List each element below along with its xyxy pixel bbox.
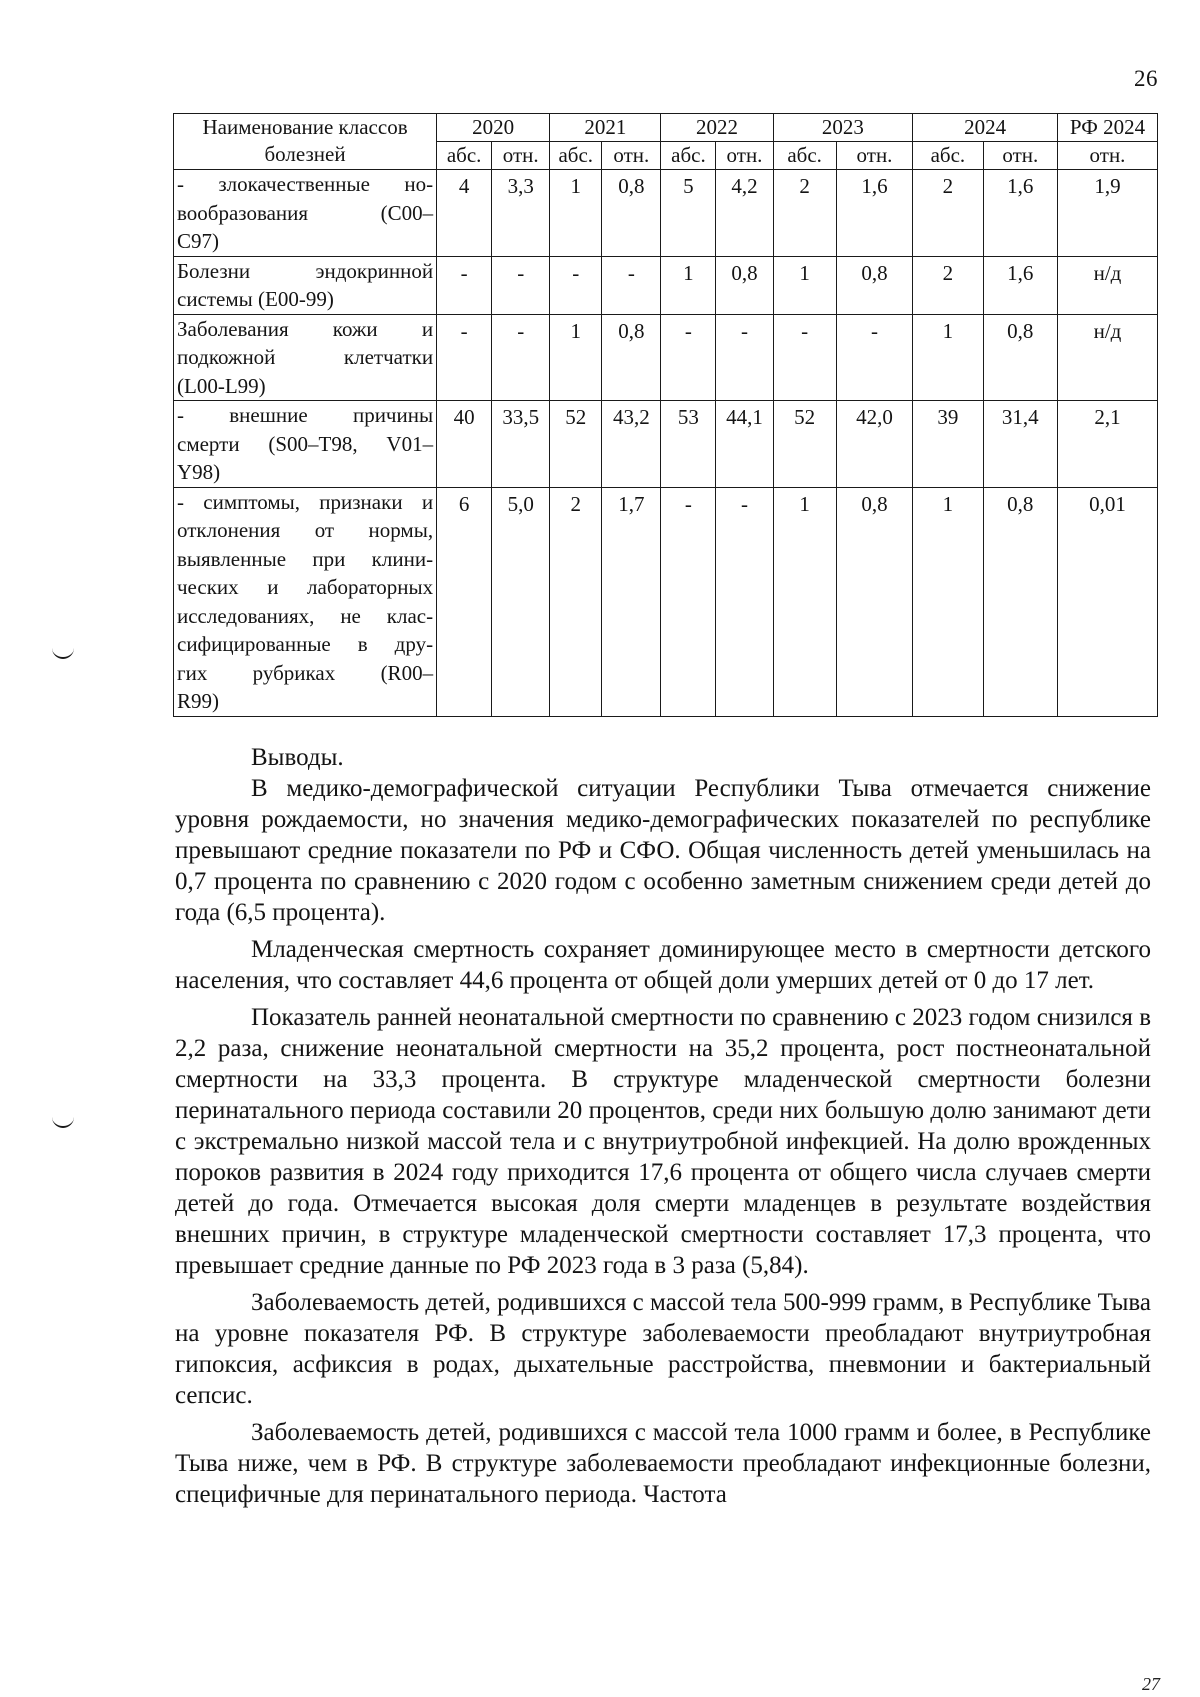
abs-value-cell: 2 [773,170,836,257]
rel-value-cell: 1,7 [602,487,661,716]
rel-value-cell: - [716,314,773,401]
disease-class-line: вообразования (С00– [177,200,434,225]
disease-class-line: ческих и лабораторных [177,575,434,599]
header-abs: абс. [773,142,836,170]
abs-value-cell: - [437,256,492,314]
rel-value-cell: 0,8 [983,314,1057,401]
abs-value-cell: 5 [661,170,716,257]
rel-value-cell: н/д [1058,256,1158,314]
rel-value-cell: 1,9 [1058,170,1158,257]
rel-value-cell: 1,6 [983,256,1057,314]
abs-value-cell: 39 [913,401,983,488]
header-name-line: болезней [264,142,346,166]
abs-value-cell: 1 [550,314,602,401]
paragraph: Заболеваемость детей, родившихся с массой тела 1000 грамм и более, в Республике Тыва ниже, чем в РФ. В структуре заболеваемости преобладают инфекционные болезни, специфичные для перинатального периода. Частота [175,1419,1151,1508]
table-header [174,114,1158,170]
disease-class-line: Заболевания кожи и [177,316,434,341]
abs-value-cell: - [437,314,492,401]
paragraph: Показатель ранней неонатальной смертности по сравнению с 2023 годом снизился в 2,2 раза, снижение неонатальной смертности на 35,2 процента, рост постнеонатальной смертности на 33,3 процента. В структуре младенческой смертности болезни перинатального периода составили 20 процентов, среди них большую долю занимают дети с экстремально низкой массой тела и с внутриутробной инфекцией. На долю врожденных пороков развития в 2024 году приходится 17,6 процента от общего числа случаев смерти детей до года. Отмечается высокая доля смерти младенцев в результате воздействия внешних причин, в структуре младенческой смертности составляет 17,3 процента, что превышает средние данные по РФ 2023 года в 3 раза (5,84). [175,1004,1151,1279]
header-rel: отн. [1058,142,1158,170]
disease-class-line: отклонения от нормы, [177,518,434,542]
rel-value-cell: 43,2 [602,401,661,488]
header-rel: отн. [492,142,550,170]
abs-value-cell: 1 [773,487,836,716]
abs-value-cell: 1 [913,487,983,716]
abs-value-cell: 53 [661,401,716,488]
disease-class-line: смерти (S00–Т98, V01– [177,431,434,456]
rel-value-cell: 1,6 [983,170,1057,257]
corner-handwritten-number: 27 [1142,1674,1160,1694]
header-abs: абс. [913,142,983,170]
abs-value-cell: 1 [913,314,983,401]
disease-class-line: системы (Е00-99) [177,287,334,311]
rel-value-cell: - [602,256,661,314]
header-year: 2021 [550,114,661,142]
header-rel: отн. [983,142,1057,170]
header-abs: абс. [550,142,602,170]
rel-value-cell: 2,1 [1058,401,1158,488]
rel-value-cell: 5,0 [492,487,550,716]
header-rel: отн. [836,142,912,170]
table-row [174,487,1158,716]
disease-class-name [174,487,437,716]
margin-scribble [52,1116,74,1128]
paragraph: В медико-демографической ситуации Республики Тыва отмечается снижение уровня рождаемости, но значения медико-демографических показателей по республике превышают средние показатели по РФ и СФО. Общая численность детей уменьшилась на 0,7 процента по сравнению с 2020 годом с особенно заметным снижением среди детей до года (6,5 процента). [175,775,1151,926]
disease-class-line: R99) [177,689,219,713]
abs-value-cell: 2 [550,487,602,716]
rel-value-cell: 42,0 [836,401,912,488]
margin-scribble [52,647,74,659]
abs-value-cell: 52 [550,401,602,488]
header-rel: отн. [716,142,773,170]
rel-value-cell: 1,6 [836,170,912,257]
abs-value-cell: 1 [550,170,602,257]
abs-value-cell: - [773,314,836,401]
rel-value-cell: н/д [1058,314,1158,401]
disease-class-name [174,314,437,401]
rel-value-cell: 33,5 [492,401,550,488]
header-year: 2023 [773,114,913,142]
paragraph: Заболеваемость детей, родившихся с массой тела 500-999 грамм, в Республике Тыва на уровне показателя РФ. В структуре заболеваемости преобладают внутриутробная гипоксия, асфиксия в родах, дыхательные расстройства, пневмонии и бактериальный сепсис. [175,1289,1151,1409]
disease-class-line: выявленные при клини- [177,546,434,571]
disease-class-line: С97) [177,229,219,253]
abs-value-cell: - [550,256,602,314]
rel-value-cell: 31,4 [983,401,1057,488]
abs-value-cell: 1 [661,256,716,314]
disease-class-line: Болезни эндокринной [177,258,434,283]
abs-value-cell: 1 [773,256,836,314]
table-row [174,170,1158,257]
header-year: 2022 [661,114,773,142]
rel-value-cell: - [716,487,773,716]
table-body [174,170,1158,717]
disease-class-line: гих рубриках (R00– [177,660,434,685]
abs-value-cell: - [661,314,716,401]
rel-value-cell: 0,8 [716,256,773,314]
disease-class-line: - внешние причины [177,403,434,427]
header-year: 2020 [437,114,550,142]
disease-class-line: - симптомы, признаки и [177,489,434,514]
disease-class-line: подкожной клетчатки [177,345,434,369]
conclusions-section [175,742,1151,1510]
abs-value-cell: 40 [437,401,492,488]
header-rf: РФ 2024 [1058,114,1158,142]
abs-value-cell: 2 [913,170,983,257]
rel-value-cell: - [492,256,550,314]
conclusions-heading: Выводы. [251,744,344,771]
disease-class-line: (L00-L99) [177,373,266,398]
header-abs: абс. [661,142,716,170]
rel-value-cell: 4,2 [716,170,773,257]
header-disease-class [174,114,437,170]
disease-class-line: сифицированные в дру- [177,632,434,656]
rel-value-cell: 44,1 [716,401,773,488]
table-row [174,256,1158,314]
rel-value-cell: 0,01 [1058,487,1158,716]
table-row [174,314,1158,401]
page-number: 26 [1134,66,1158,91]
table-row [174,401,1158,488]
disease-class-name [174,401,437,488]
rel-value-cell: 0,8 [602,314,661,401]
rel-value-cell: 0,8 [836,256,912,314]
rel-value-cell: 0,8 [836,487,912,716]
header-name-line: Наименование классов [202,115,408,139]
rel-value-cell: 0,8 [983,487,1057,716]
abs-value-cell: 6 [437,487,492,716]
rel-value-cell: - [836,314,912,401]
header-year: 2024 [913,114,1058,142]
disease-class-line: исследованиях, не клас- [177,603,434,628]
paragraph: Младенческая смертность сохраняет доминирующее место в смертности детского населения, что составляет 44,6 процента от общей доли умерших детей от 0 до 17 лет. [175,936,1151,994]
abs-value-cell: 2 [913,256,983,314]
abs-value-cell: 52 [773,401,836,488]
abs-value-cell: - [661,487,716,716]
disease-class-name [174,170,437,257]
mortality-table [173,113,1158,717]
disease-class-line: Y98) [177,460,221,484]
disease-class-name [174,256,437,314]
abs-value-cell: 4 [437,170,492,257]
rel-value-cell: 0,8 [602,170,661,257]
rel-value-cell: 3,3 [492,170,550,257]
header-abs: абс. [437,142,492,170]
disease-class-line: - злокачественные но- [177,172,434,196]
rel-value-cell: - [492,314,550,401]
header-rel: отн. [602,142,661,170]
